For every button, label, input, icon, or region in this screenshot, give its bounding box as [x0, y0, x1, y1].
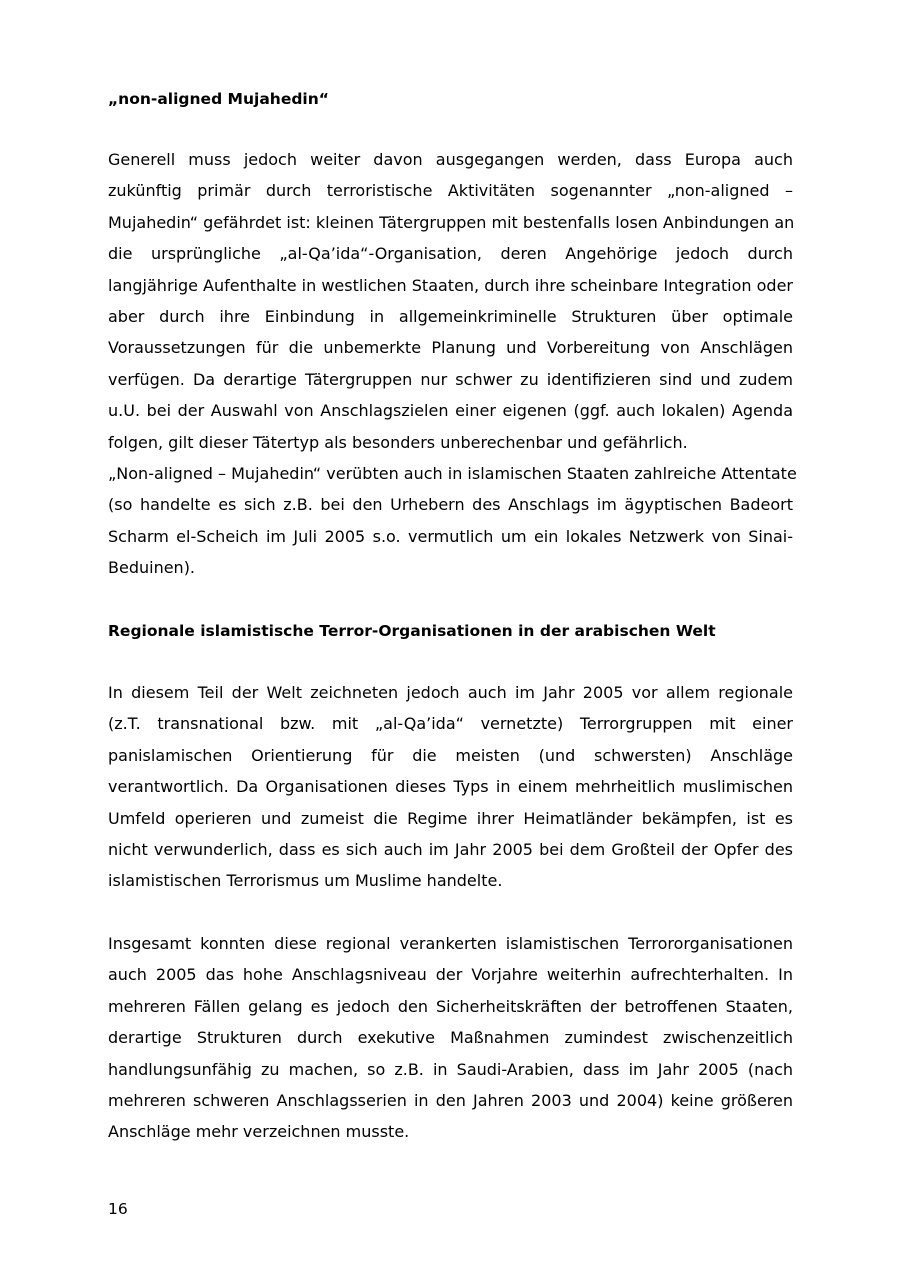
- text-line: mehreren Fällen gelang es jedoch den Sicherheitskräften der betroffenen Staaten,: [108, 996, 793, 1016]
- paragraph-regional-groups: [108, 677, 793, 897]
- paragraph-islamic-states-attacks: [108, 458, 797, 584]
- text-line: Insgesamt konnten diese regional verankerten islamistischen Terrororganisationen: [108, 934, 793, 953]
- text-line: Generell muss jedoch weiter davon ausgegangen werden, dass Europa auch: [108, 150, 793, 169]
- text-line: panislamischen Orientierung für die meisten (und schwersten) Anschläge: [108, 745, 793, 765]
- text-line: In diesem Teil der Welt zeichneten jedoch auch im Jahr 2005 vor allem regionale: [108, 683, 793, 702]
- paragraph-attack-level: [108, 928, 793, 1148]
- text-line: (so handelte es sich z.B. bei den Urhebern des Anschlags im ägyptischen Badeort: [108, 495, 793, 515]
- text-line: derartige Strukturen durch exekutive Maßnahmen zumindest zwischenzeitlich: [108, 1028, 793, 1048]
- text-line: die ursprüngliche „al-Qa’ida“-Organisation, deren Angehörige jedoch durch: [108, 244, 793, 264]
- text-line: verantwortlich. Da Organisationen dieses Typs in einem mehrheitlich muslimischen: [108, 777, 793, 797]
- text-line: Voraussetzungen für die unbemerkte Planung und Vorbereitung von Anschlägen: [108, 338, 793, 358]
- section-heading-regional-organisations: Regionale islamistische Terror-Organisationen in der arabischen Welt: [108, 622, 716, 640]
- text-line: auch 2005 das hohe Anschlagsniveau der Vorjahre weiterhin aufrechterhalten. In: [108, 965, 793, 985]
- text-line: verfügen. Da derartige Tätergruppen nur schwer zu identifizieren sind und zudem: [108, 369, 793, 389]
- text-line: Mujahedin“ gefährdet ist: kleinen Tätergruppen mit bestenfalls losen Anbindungen an: [108, 212, 795, 232]
- text-line: (z.T. transnational bzw. mit „al-Qa’ida“ vernetzte) Terrorgruppen mit einer: [108, 714, 793, 734]
- text-line: nicht verwunderlich, dass es sich auch im Jahr 2005 bei dem Großteil der Opfer des: [108, 839, 793, 859]
- text-line: u.U. bei der Auswahl von Anschlagszielen einer eigenen (ggf. auch lokalen) Agenda: [108, 401, 793, 421]
- text-line: Umfeld operieren und zumeist die Regime ihrer Heimatländer bekämpfen, ist es: [108, 808, 793, 828]
- page-number: 16: [108, 1200, 128, 1218]
- text-line: langjährige Aufenthalte in westlichen Staaten, durch ihre scheinbare Integration oder: [108, 275, 793, 295]
- paragraph-europe-threat: [108, 144, 793, 458]
- text-line: zukünftig primär durch terroristische Aktivitäten sogenannter „non-aligned –: [108, 181, 793, 201]
- text-line: folgen, gilt dieser Tätertyp als besonders unberechenbar und gefährlich.: [108, 432, 688, 452]
- text-line: Scharm el-Scheich im Juli 2005 s.o. vermutlich um ein lokales Netzwerk von Sinai-: [108, 526, 793, 546]
- text-line: „Non-aligned – Mujahedin“ verübten auch in islamischen Staaten zahlreiche Attentate: [108, 464, 797, 483]
- text-line: handlungsunfähig zu machen, so z.B. in Saudi-Arabien, dass im Jahr 2005 (nach: [108, 1059, 793, 1079]
- text-line: Anschläge mehr verzeichnen musste.: [108, 1122, 410, 1142]
- text-line: mehreren schweren Anschlagsserien in den Jahren 2003 und 2004) keine größeren: [108, 1090, 793, 1110]
- text-line: Beduinen).: [108, 558, 196, 578]
- section-heading-non-aligned-mujahedin: „non-aligned Mujahedin“: [108, 90, 329, 108]
- text-line: aber durch ihre Einbindung in allgemeinkriminelle Strukturen über optimale: [108, 306, 793, 326]
- text-line: islamistischen Terrorismus um Muslime handelte.: [108, 871, 503, 891]
